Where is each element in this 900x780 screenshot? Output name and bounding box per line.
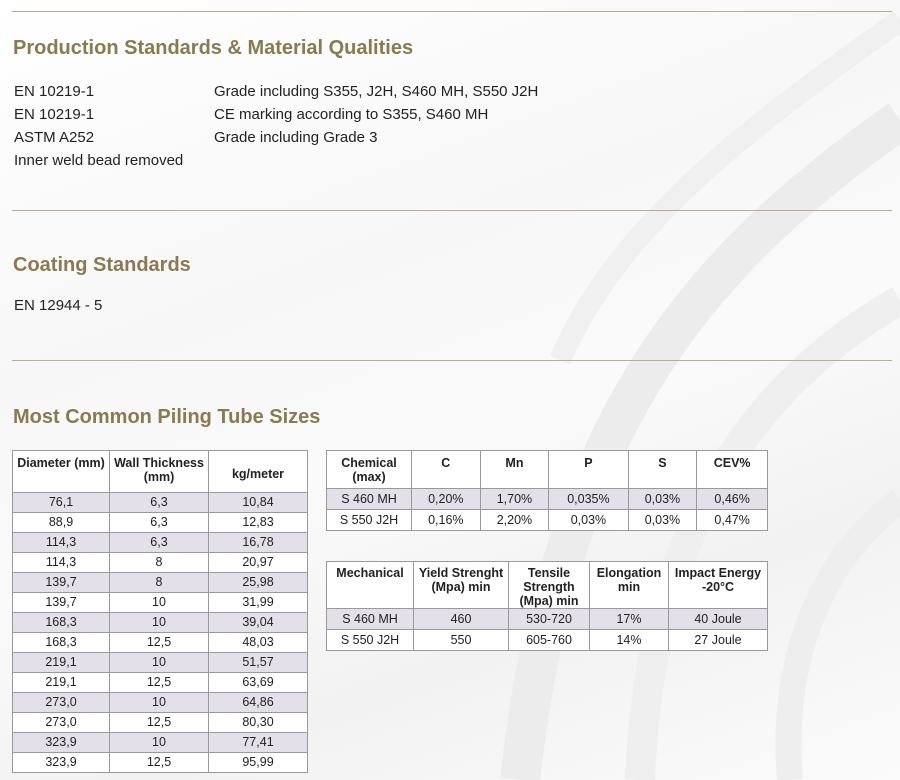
table-cell: S 550 J2H [327,630,414,651]
table-row [13,533,308,553]
table-cell: 1,70% [480,489,549,510]
table-cell: 168,3 [13,613,110,633]
table-cell: 0,20% [412,489,481,510]
production-standards-title: Production Standards & Material Qualities [13,37,414,59]
piling-tube-sizes-table [12,450,308,773]
table-row [13,753,308,773]
table-cell: 12,5 [110,633,209,653]
standard-code: EN 10219-1 [14,83,95,100]
table-cell: 8 [110,573,209,593]
table-cell: 139,7 [13,573,110,593]
table-cell: 273,0 [13,693,110,713]
standard-row [14,80,538,103]
table-cell: 64,86 [209,693,308,713]
column-header-yield-strength: Yield Strenght (Mpa) min [414,562,509,609]
table-header-row [327,451,768,489]
standard-code: EN 10219-1 [14,106,95,123]
column-header-c: C [412,451,481,489]
table-cell: 77,41 [209,733,308,753]
table-cell: 12,5 [110,753,209,773]
table-cell: 39,04 [209,613,308,633]
table-row [327,489,768,510]
standard-description: Grade including S355, J2H, S460 MH, S550 J2H [214,83,539,100]
table-cell: S 550 J2H [327,510,412,531]
column-header-s: S [628,451,697,489]
table-cell: 31,99 [209,593,308,613]
column-header-cev: CEV% [697,451,768,489]
table-cell: 0,47% [697,510,768,531]
piling-tube-sizes-title: Most Common Piling Tube Sizes [13,406,321,428]
table-cell: 10 [110,653,209,673]
column-header-elongation: Elongation min [590,562,669,609]
coating-standards-title: Coating Standards [13,254,191,276]
table-cell: 14% [590,630,669,651]
table-row [13,493,308,513]
table-cell: 88,9 [13,513,110,533]
column-header-wall-thickness: Wall Thickness (mm) [110,451,209,493]
table-cell: 8 [110,553,209,573]
table-cell: 10 [110,613,209,633]
table-cell: 17% [590,609,669,630]
table-cell: 168,3 [13,633,110,653]
table-row [13,693,308,713]
standard-row [14,103,538,126]
table-cell: 16,78 [209,533,308,553]
table-cell: S 460 MH [327,609,414,630]
standard-code: ASTM A252 [14,129,95,146]
table-cell: 10 [110,733,209,753]
table-cell: 10 [110,693,209,713]
table-cell: 12,5 [110,673,209,693]
coating-standard-value: EN 12944 - 5 [14,297,103,314]
table-row [13,593,308,613]
table-cell: 605-760 [509,630,590,651]
table-header-row [327,562,768,609]
chemical-composition-table [326,450,768,531]
table-row [13,733,308,753]
table-cell: 0,03% [628,489,697,510]
table-cell: 219,1 [13,653,110,673]
table-cell: 48,03 [209,633,308,653]
table-row [327,609,768,630]
table-cell: 12,83 [209,513,308,533]
table-cell: 80,30 [209,713,308,733]
table-row [327,510,768,531]
table-row [13,613,308,633]
table-cell: 51,57 [209,653,308,673]
table-cell: 0,16% [412,510,481,531]
table-cell: 273,0 [13,713,110,733]
table-cell: 219,1 [13,673,110,693]
standard-description: Grade including Grade 3 [214,129,378,146]
table-cell: 12,5 [110,713,209,733]
table-row [327,630,768,651]
table-cell: 0,035% [549,489,628,510]
standard-description: CE marking according to S355, S460 MH [214,106,489,123]
table-cell: 323,9 [13,753,110,773]
table-row [13,673,308,693]
column-header-mechanical: Mechanical [327,562,414,609]
table-cell: 0,03% [549,510,628,531]
column-header-p: P [549,451,628,489]
table-cell: 25,98 [209,573,308,593]
table-cell: 63,69 [209,673,308,693]
divider-coating [12,360,892,361]
divider-production [12,210,892,211]
column-header-mn: Mn [480,451,549,489]
table-cell: 6,3 [110,533,209,553]
table-cell: 550 [414,630,509,651]
table-cell: 40 Joule [669,609,768,630]
column-header-chemical: Chemical (max) [327,451,412,489]
divider-top [12,11,892,12]
table-cell: S 460 MH [327,489,412,510]
table-row [13,573,308,593]
table-cell: 27 Joule [669,630,768,651]
table-cell: 114,3 [13,553,110,573]
standard-row [14,149,538,172]
standard-row [14,126,538,149]
column-header-tensile-strength: Tensile Strength (Mpa) min [509,562,590,609]
column-header-kg-meter: kg/meter [209,451,308,493]
table-cell: 6,3 [110,493,209,513]
table-cell: 460 [414,609,509,630]
table-cell: 10 [110,593,209,613]
table-cell: 76,1 [13,493,110,513]
table-cell: 0,46% [697,489,768,510]
table-row [13,653,308,673]
table-cell: 323,9 [13,733,110,753]
table-cell: 20,97 [209,553,308,573]
production-standards-list [14,80,538,172]
table-row [13,633,308,653]
table-row [13,553,308,573]
table-cell: 6,3 [110,513,209,533]
table-cell: 0,03% [628,510,697,531]
column-header-impact-energy: Impact Energy -20°C [669,562,768,609]
table-row [13,513,308,533]
table-cell: 139,7 [13,593,110,613]
table-row [13,713,308,733]
table-cell: 2,20% [480,510,549,531]
table-cell: 530-720 [509,609,590,630]
mechanical-properties-table [326,561,768,651]
table-header-row [13,451,308,493]
column-header-diameter: Diameter (mm) [13,451,110,493]
table-cell: 95,99 [209,753,308,773]
standard-code: Inner weld bead removed [14,152,184,169]
table-cell: 10,84 [209,493,308,513]
table-cell: 114,3 [13,533,110,553]
